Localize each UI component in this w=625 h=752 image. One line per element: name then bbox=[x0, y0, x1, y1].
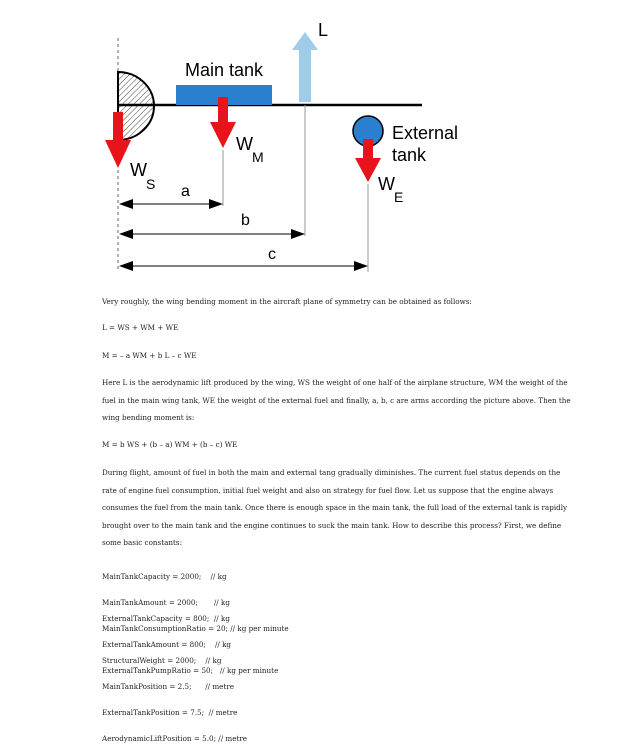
dim-c-arrow-left bbox=[119, 261, 133, 271]
dim-b-arrow-right bbox=[291, 229, 305, 239]
dim-c-arrow-right bbox=[354, 261, 368, 271]
external-tank-label: External bbox=[392, 123, 459, 143]
equation-moment-2: M = b WS + (b – a) WM + (b – c) WE bbox=[102, 440, 238, 449]
ws-sub: S bbox=[146, 176, 156, 192]
structural-constants bbox=[102, 640, 247, 752]
equation-lift: L = WS + WM + WE bbox=[102, 323, 179, 332]
external-tank-label-2: tank bbox=[392, 145, 427, 165]
code-line: ExternalTankAmount = 800; // kg bbox=[102, 639, 232, 649]
code-line: MainTankCapacity = 2000; // kg bbox=[102, 572, 227, 582]
code-line: MainTankPosition = 2.5; // metre bbox=[102, 681, 235, 691]
code-line: ExternalTankPosition = 7.5; // metre bbox=[102, 707, 238, 717]
code-line: AerodynamicLiftPosition = 5.0; // metre bbox=[102, 733, 248, 743]
dim-c-label: c bbox=[268, 246, 276, 263]
lift-label: L bbox=[318, 20, 329, 40]
we-sub: E bbox=[394, 189, 404, 205]
dim-b-label: b bbox=[241, 212, 250, 229]
wing-load-diagram bbox=[0, 0, 625, 290]
code-line: ExternalTankPumpRatio = 50; // kg per minute bbox=[102, 665, 279, 675]
code-line: MainTankAmount = 2000; // kg bbox=[102, 597, 230, 607]
ws-label: W bbox=[130, 160, 147, 180]
dim-b-arrow-left bbox=[119, 229, 133, 239]
main-tank-label: Main tank bbox=[185, 60, 264, 80]
we-label: W bbox=[378, 174, 395, 194]
wm-sub: M bbox=[252, 149, 264, 165]
intro-paragraph: Very roughly, the wing bending moment in the aircraft plane of symmetry can be obtained as follows: bbox=[102, 297, 472, 306]
wm-label: W bbox=[236, 134, 253, 154]
code-line: StructuralWeight = 2000; // kg bbox=[102, 656, 222, 666]
dim-a-arrow-right bbox=[209, 199, 223, 209]
dim-a-label: a bbox=[181, 183, 190, 200]
lift-arrow bbox=[292, 32, 318, 102]
explanation-paragraph: Here L is the aerodynamic lift produced by the wing, WS the weight of one half of the airplane structure, WM the weight of the fuel in the main wing tank, WE the weight of the external fuel and finally, a, b, c are arms according the picture above. Then the wing bending moment is: bbox=[102, 378, 571, 423]
equation-moment-1: M = – a WM + b L – c WE bbox=[102, 351, 197, 360]
flight-paragraph: During flight, amount of fuel in both the main and external tang gradually diminishes. The current fuel status depends on the rate of engine fuel consumption, initial fuel weight and also on strategy for fuel flow. Let us suppose that the engine always consumes the fuel from the main tank. Once there is enough space in the main tank, the full load of the external tank is rapidly brought over to the main tank and the engine continues to suck the main tank. How to describe this process? First, we define some basic constants: bbox=[102, 468, 568, 548]
code-line: ExternalTankCapacity = 800; // kg bbox=[102, 614, 230, 624]
dim-a-arrow-left bbox=[119, 199, 133, 209]
code-line: MainTankConsumptionRatio = 20; // kg per minute bbox=[102, 623, 289, 633]
